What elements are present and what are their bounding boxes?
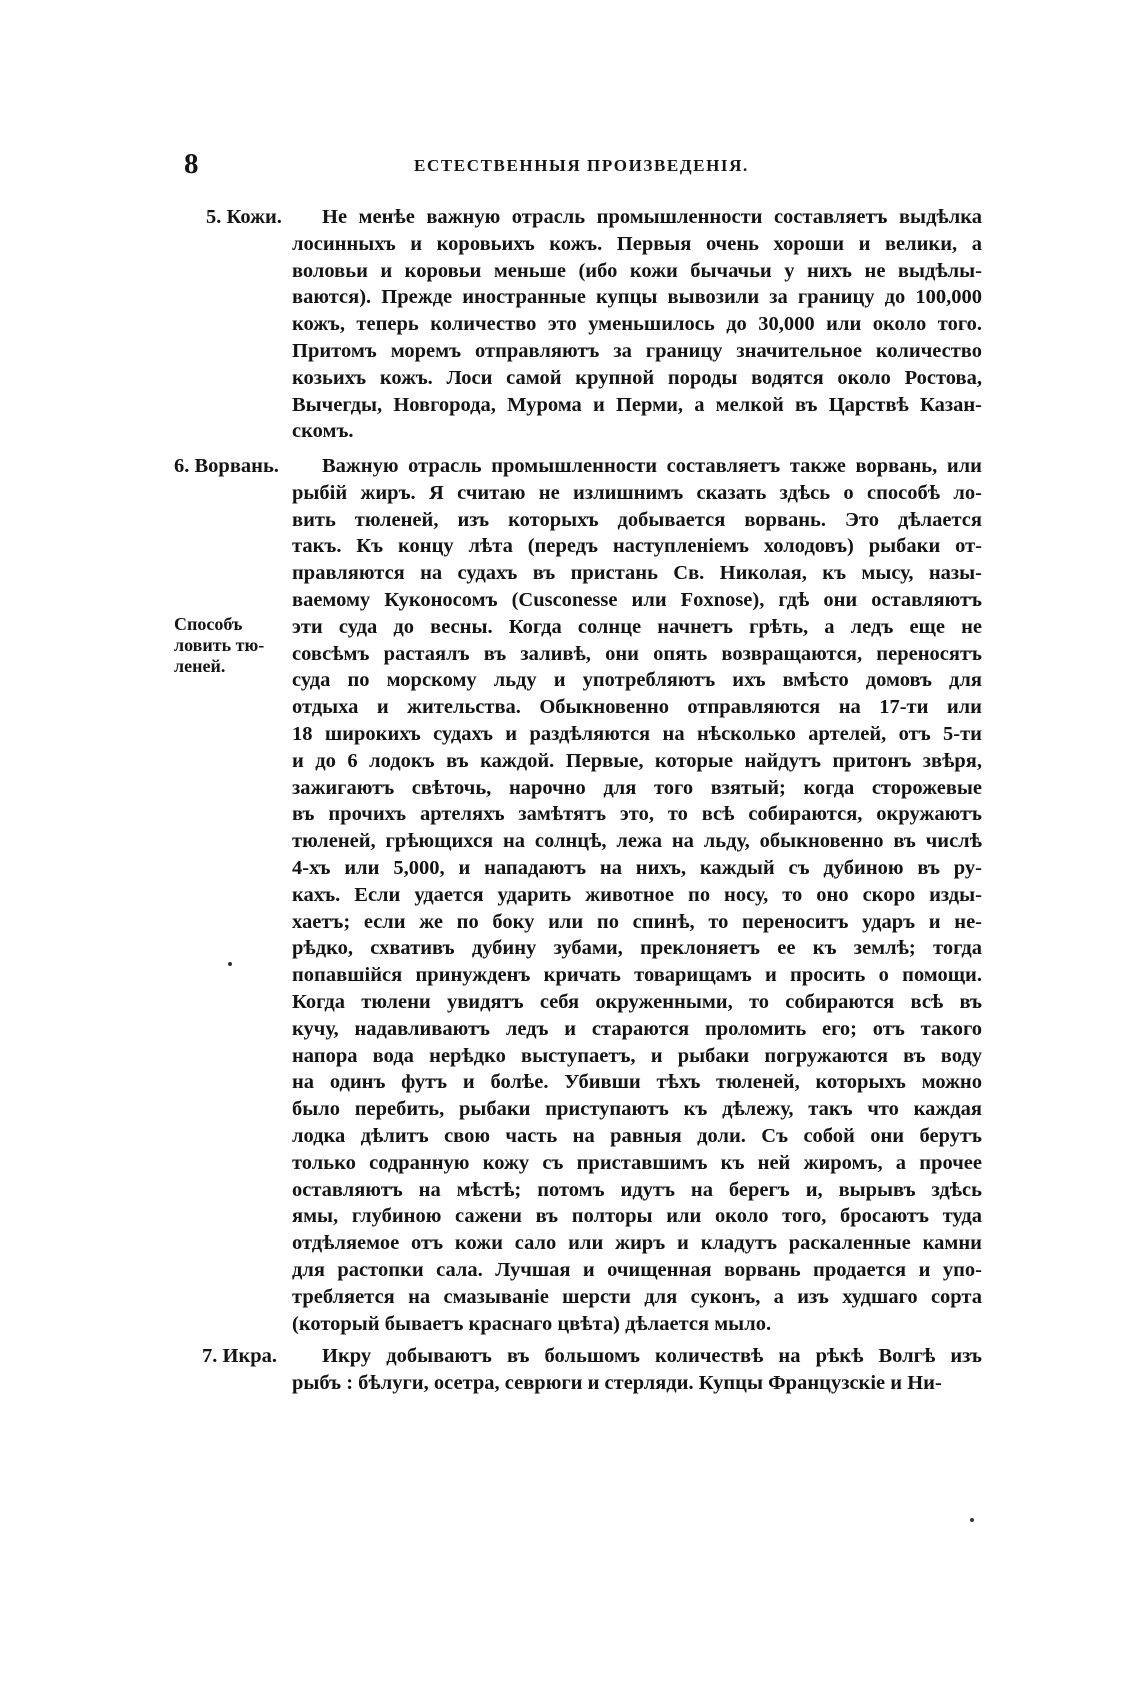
text-line: было перебить, рыбаки приступаютъ къ дѣлежу, такъ что каждая bbox=[292, 1098, 982, 1121]
text-line: хаетъ; если же по боку или по спинѣ, то переноситъ ударъ и не- bbox=[292, 910, 982, 933]
text-line: Икру добываютъ въ большомъ количествѣ на рѣкѣ Волгѣ изъ bbox=[322, 1345, 982, 1367]
page-header bbox=[184, 146, 994, 186]
text-line: ваемому Куконосомъ (Cusconesse или Foxnose), гдѣ они оставляютъ bbox=[292, 588, 982, 611]
text-line: напора вода нерѣдко выступаетъ, и рыбаки погружаются въ воду bbox=[292, 1044, 982, 1067]
text-line: скомъ. bbox=[292, 420, 354, 443]
text-line: кахъ. Если удается ударить животное по носу, то оно скоро изды- bbox=[292, 883, 982, 906]
text-line: ямы, глубиною сажени въ полторы или около того, бросаютъ туда bbox=[292, 1205, 982, 1228]
text-line: лосинныхъ и коровьихъ кожъ. Первыя очень хороши и велики, а bbox=[292, 232, 982, 255]
text-line: оставляютъ на мѣстѣ; потомъ идутъ на берегъ и, вырывъ здѣсь bbox=[292, 1178, 982, 1201]
section-body bbox=[292, 1343, 982, 1397]
text-line: эти суда до весны. Когда солнце начнетъ грѣть, а ледъ еще не bbox=[292, 615, 982, 638]
text-line: требляется на смазыванiе шерсти для суконъ, а изъ худшаго сорта bbox=[292, 1285, 982, 1308]
text-line: въ прочихъ артеляхъ замѣтятъ это, то всѣ собираются, окружаютъ bbox=[292, 803, 982, 826]
section-label: 6. Ворвань. bbox=[174, 455, 279, 477]
text-line: Не менѣе важную отрасль промышленности составляетъ выдѣлка bbox=[322, 206, 982, 228]
side-note: Способъ ловить тю-леней. bbox=[174, 614, 265, 676]
text-line: кучу, надавливаютъ ледъ и стараются проломить его; отъ такого bbox=[292, 1017, 982, 1040]
ink-speck bbox=[970, 1518, 974, 1522]
text-line: правляются на судахъ въ пристань Св. Николая, къ мысу, назы- bbox=[292, 562, 982, 585]
text-line: лодка дѣлитъ свою часть на равныя доли. Съ собой они берутъ bbox=[292, 1124, 982, 1147]
section-label: 5. Кожи. bbox=[206, 206, 282, 228]
text-line: рыбъ : бѣлуги, осетра, севрюги и стерляди. Купцы Французскіе и Ни- bbox=[292, 1371, 942, 1394]
text-line: рѣдко, схвативъ дубину зубами, преклоняетъ ее къ землѣ; тогда bbox=[292, 937, 982, 960]
text-line: попавшійся принужденъ кричать товарищамъ и просить о помощи. bbox=[292, 964, 982, 987]
text-line: и до 6 лодокъ въ каждой. Первые, которые найдутъ притонъ звѣря, bbox=[292, 749, 982, 772]
running-title: ЕСТЕСТВЕННЫЯ ПРОИЗВЕДЕНIЯ. bbox=[414, 156, 749, 175]
text-line: рыбій жиръ. Я считаю не излишнимъ сказать здѣсь о способѣ ло- bbox=[292, 481, 982, 504]
text-line: кожъ, теперь количество это уменьшилось до 30,000 или около того. bbox=[292, 313, 982, 336]
text-line: Важную отрасль промышленности составляетъ также ворвань, или bbox=[322, 455, 982, 477]
text-line: вить тюленей, изъ которыхъ добывается ворвань. Это дѣлается bbox=[292, 508, 982, 531]
text-line: для растопки сала. Лучшая и очищенная ворвань продается и упо- bbox=[292, 1258, 982, 1281]
text-line: суда по морскому льду и употребляютъ ихъ вмѣсто домовъ для bbox=[292, 669, 982, 692]
text-line: Когда тюлени увидятъ себя окруженными, то собираются всѣ въ bbox=[292, 990, 982, 1013]
section-body bbox=[292, 453, 982, 1337]
section-body bbox=[292, 204, 982, 445]
text-line: отдѣляемое отъ кожи сало или жиръ и кладутъ раскаленные камни bbox=[292, 1232, 982, 1255]
text-line: на одинъ футъ и болѣе. Убивши тѣхъ тюленей, которыхъ можно bbox=[292, 1071, 982, 1094]
text-line: только содранную кожу съ приставшимъ къ ней жиромъ, а прочее bbox=[292, 1151, 982, 1174]
section-label: 7. Икра. bbox=[202, 1345, 278, 1367]
text-line: (который бываетъ краснаго цвѣта) дѣлается мыло. bbox=[292, 1312, 772, 1335]
text-line: зажигаютъ свѣточь, нарочно для того взятый; когда сторожевые bbox=[292, 776, 982, 799]
text-line: козьихъ кожъ. Лоси самой крупной породы водятся около Ростова, bbox=[292, 366, 982, 389]
text-line: 18 широкихъ судахъ и раздѣляются на нѣсколько артелей, отъ 5-ти bbox=[292, 722, 982, 745]
text-line: 4-хъ или 5,000, и нападаютъ на нихъ, каждый съ дубиною въ ру- bbox=[292, 856, 982, 879]
text-line: Вычегды, Новгорода, Мурома и Перми, а мелкой въ Царствѣ Казан- bbox=[292, 393, 982, 416]
text-line: такъ. Къ концу лѣта (передъ наступленіемъ холодовъ) рыбаки от- bbox=[292, 535, 982, 558]
text-line: ваются). Прежде иностранные купцы вывозили за границу до 100,000 bbox=[292, 286, 982, 309]
page-number: 8 bbox=[184, 148, 199, 180]
text-line: отдыха и жительства. Обыкновенно отправляются на 17-ти или bbox=[292, 696, 982, 719]
text-line: совсѣмъ растаялъ въ заливѣ, они опять возвращаются, переносятъ bbox=[292, 642, 982, 665]
text-line: тюленей, грѣющихся на солнцѣ, лежа на льду, обыкновенно въ числѣ bbox=[292, 830, 982, 853]
text-line: воловьи и коровьи меньше (ибо кожи бычачьи у нихъ не выдѣлы- bbox=[292, 259, 982, 282]
ink-speck bbox=[228, 962, 232, 966]
text-line: Притомъ моремъ отправляютъ за границу значительное количество bbox=[292, 339, 982, 362]
